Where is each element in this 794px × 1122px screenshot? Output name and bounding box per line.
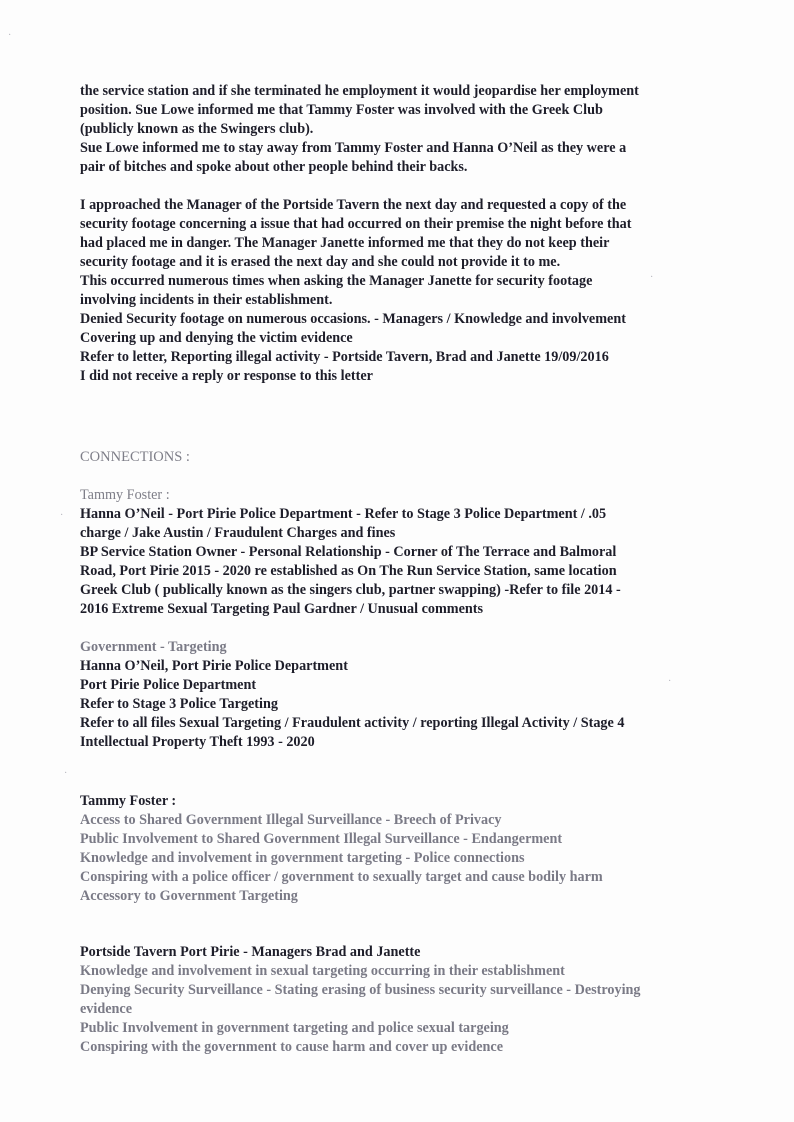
text-line: Refer to Stage 3 Police Targeting	[80, 696, 278, 712]
text-line: Conspiring with a police officer / government to sexually target and cause bodily harm	[80, 869, 603, 885]
text-line: I approached the Manager of the Portside Tavern the next day and requested a copy of the	[80, 197, 627, 213]
spacer	[80, 619, 720, 638]
section-heading: Tammy Foster :	[80, 793, 177, 809]
text-line: Refer to all files Sexual Targeting / Fraudulent activity / reporting Illegal Activity / Stage 4	[80, 715, 625, 731]
text-line: I did not receive a reply or response to this letter	[80, 368, 373, 384]
text-line: 2016 Extreme Sexual Targeting Paul Gardner / Unusual comments	[80, 601, 484, 617]
text-line: pair of bitches and spoke about other people behind their backs.	[80, 159, 468, 175]
scan-speck: ·	[60, 510, 64, 521]
section-tammy-foster-1	[80, 486, 720, 619]
connections-heading: CONNECTIONS :	[80, 449, 190, 465]
text-line: Hanna O’Neil, Port Pirie Police Department	[80, 658, 348, 674]
spacer	[80, 906, 720, 943]
document-page	[80, 82, 720, 1057]
text-line: had placed me in danger. The Manager Janette informed me that they do not keep their	[80, 235, 610, 251]
spacer	[80, 467, 720, 486]
text-line: Greek Club ( publically known as the singers club, partner swapping) -Refer to file 2014 -	[80, 582, 621, 598]
text-line: Access to Shared Government Illegal Surveillance - Breech of Privacy	[80, 812, 502, 828]
section-heading: Tammy Foster :	[80, 487, 170, 503]
text-line: Hanna O’Neil - Port Pirie Police Department - Refer to Stage 3 Police Department / .05	[80, 506, 607, 522]
text-line: Denied Security footage on numerous occasions. - Managers / Knowledge and involvement	[80, 311, 626, 327]
text-line: Public Involvement to Shared Government Illegal Surveillance - Endangerment	[80, 831, 563, 847]
scan-speck: ·	[668, 676, 672, 687]
text-line: Intellectual Property Theft 1993 - 2020	[80, 734, 315, 750]
spacer	[80, 752, 720, 792]
text-line: Refer to letter, Reporting illegal activity - Portside Tavern, Brad and Janette 19/09/2016	[80, 349, 609, 365]
spacer	[80, 386, 720, 448]
paragraph-portside-tavern	[80, 196, 720, 386]
text-line: Public Involvement in government targeting and police sexual targeing	[80, 1020, 509, 1036]
text-line: involving incidents in their establishment.	[80, 292, 333, 308]
section-tammy-foster-2	[80, 792, 720, 906]
spacer	[80, 177, 720, 196]
section-heading: Portside Tavern Port Pirie - Managers Brad and Janette	[80, 944, 421, 960]
text-line: Accessory to Government Targeting	[80, 888, 298, 904]
section-portside-tavern	[80, 943, 720, 1057]
scan-speck: ·	[8, 30, 12, 41]
text-line: Covering up and denying the victim evidence	[80, 330, 353, 346]
text-line: position. Sue Lowe informed me that Tammy Foster was involved with the Greek Club	[80, 102, 603, 118]
text-line: This occurred numerous times when asking the Manager Janette for security footage	[80, 273, 593, 289]
text-line: Denying Security Surveillance - Stating erasing of business security surveillance - Destroying	[80, 982, 641, 998]
section-government-targeting	[80, 638, 720, 752]
text-line: evidence	[80, 1001, 133, 1017]
text-line: Conspiring with the government to cause harm and cover up evidence	[80, 1039, 503, 1055]
section-heading: Government - Targeting	[80, 639, 227, 655]
scan-speck: ·	[64, 768, 68, 779]
text-line: BP Service Station Owner - Personal Relationship - Corner of The Terrace and Balmoral	[80, 544, 617, 560]
text-line: security footage and it is erased the next day and she could not provide it to me.	[80, 254, 561, 270]
text-line: Port Pirie Police Department	[80, 677, 257, 693]
text-line: Road, Port Pirie 2015 - 2020 re established as On The Run Service Station, same location	[80, 563, 617, 579]
text-line: security footage concerning a issue that had occurred on their premise the night before that	[80, 216, 632, 232]
text-line: Knowledge and involvement in sexual targeting occurring in their establishment	[80, 963, 565, 979]
paragraph-sue-lowe	[80, 82, 720, 177]
text-line: charge / Jake Austin / Fraudulent Charges and fines	[80, 525, 396, 541]
text-line: the service station and if she terminated he employment it would jeopardise her employment	[80, 83, 639, 99]
text-line: Sue Lowe informed me to stay away from Tammy Foster and Hanna O’Neil as they were a	[80, 140, 627, 156]
text-line: (publicly known as the Swingers club).	[80, 121, 314, 137]
text-line: Knowledge and involvement in government targeting - Police connections	[80, 850, 525, 866]
scan-speck: ·	[650, 272, 654, 283]
